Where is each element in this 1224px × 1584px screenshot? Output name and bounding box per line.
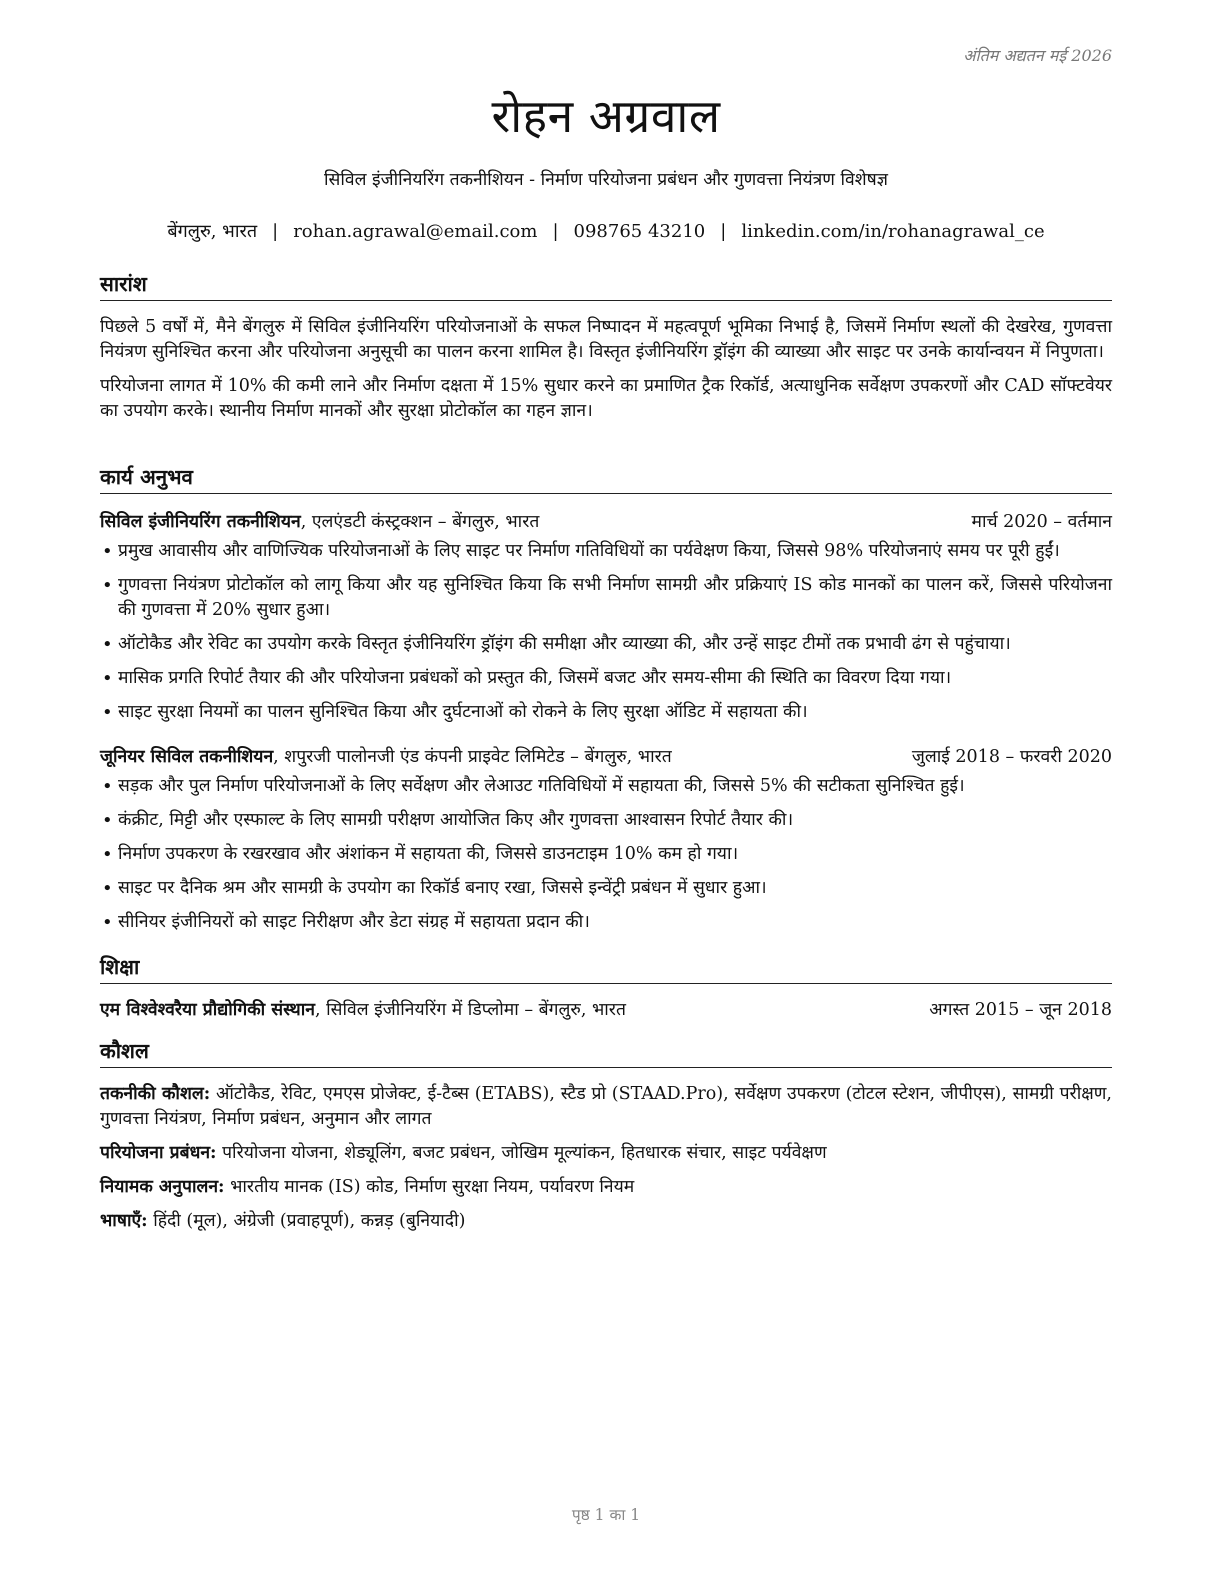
skill-label: परियोजना प्रबंधन: <box>100 1143 217 1163</box>
contact-separator: | <box>552 221 559 242</box>
resume-page <box>100 0 1112 1584</box>
job-role: सिविल इंजीनियरिंग तकनीशियन <box>100 512 301 532</box>
education-detail: , सिविल इंजीनियरिंग में डिप्लोमा – बेंगलुरु, भारत <box>314 1000 626 1020</box>
job-bullet: • सड़क और पुल निर्माण परियोजनाओं के लिए सर्वेक्षण और लेआउट गतिविधियों में सहायता की, जिससे 5% की सटीकता सुनिश्चित हुई। <box>100 774 1112 799</box>
contact-phone[interactable]: 098765 43210 <box>573 221 706 242</box>
job-bullets <box>100 774 1112 935</box>
contact-email[interactable]: rohan.agrawal@email.com <box>293 221 538 242</box>
job-bullet: • गुणवत्ता नियंत्रण प्रोटोकॉल को लागू किया और यह सुनिश्चित किया कि सभी निर्माण सामग्री और प्रक्रियाएं IS कोड मानकों का पालन करें, जिससे परियोजना की गुणवत्ता में 20% सुधार हुआ। <box>100 573 1112 623</box>
job-bullet: • साइट पर दैनिक श्रम और सामग्री के उपयोग का रिकॉर्ड बनाए रखा, जिससे इन्वेंट्री प्रबंधन में सुधार हुआ। <box>100 876 1112 901</box>
job-bullet: • साइट सुरक्षा नियमों का पालन सुनिश्चित किया और दुर्घटनाओं को रोकने के लिए सुरक्षा ऑडिट में सहायता की। <box>100 700 1112 725</box>
job-bullet: • निर्माण उपकरण के रखरखाव और अंशांकन में सहायता की, जिससे डाउनटाइम 10% कम हो गया। <box>100 842 1112 867</box>
education-title: शिक्षा <box>100 953 1112 984</box>
skill-label: भाषाएँ: <box>100 1211 148 1231</box>
education-dates: अगस्त 2015 – जून 2018 <box>929 1000 1112 1020</box>
contact-linkedin[interactable]: linkedin.com/in/rohanagrawal_ce <box>741 221 1045 242</box>
skill-line <box>100 1175 1112 1200</box>
skill-value: भारतीय मानक (IS) कोड, निर्माण सुरक्षा नियम, पर्यावरण नियम <box>224 1177 635 1197</box>
job-role: जूनियर सिविल तकनीशियन <box>100 747 274 767</box>
job-org: , शपुरजी पालोनजी एंड कंपनी प्राइवेट लिमिटेड – बेंगलुरु, भारत <box>273 747 672 767</box>
page-number: पृष्ठ 1 का 1 <box>571 1506 641 1524</box>
contact-separator: | <box>720 221 727 242</box>
summary-paragraph: परियोजना लागत में 10% की कमी लाने और निर्माण दक्षता में 15% सुधार करने का प्रमाणित ट्रैक रिकॉर्ड, अत्याधुनिक सर्वेक्षण उपकरणों और CAD सॉफ्टवेयर का उपयोग करके। स्थानीय निर्माण मानकों और सुरक्षा प्रोटोकॉल का गहन ज्ञान। <box>100 376 1112 421</box>
summary-title: सारांश <box>100 270 1112 301</box>
summary-paragraph: पिछले 5 वर्षों में, मैने बेंगलुरु में सिविल इंजीनियरिंग परियोजनाओं के सफल निष्पादन में महत्वपूर्ण भूमिका निभाई है, जिसमें निर्माण स्थलों की देखरेख, गुणवत्ता नियंत्रण सुनिश्चित करना और परियोजना अनुसूची का पालन करना शामिल है। विस्तृत इंजीनियरिंग ड्रॉइंग की व्याख्या और साइट पर उनके कार्यान्वयन में निपुणता। <box>100 317 1112 362</box>
skill-line <box>100 1209 1112 1234</box>
skill-value: परियोजना योजना, शेड्यूलिंग, बजट प्रबंधन, जोखिम मूल्यांकन, हितधारक संचार, साइट पर्यवेक्षण <box>216 1143 827 1163</box>
skill-line <box>100 1082 1112 1132</box>
education-entry <box>100 998 1112 1023</box>
contact-separator: | <box>272 221 279 242</box>
last-updated: अंतिम अद्यतन मई 2026 <box>963 46 1112 65</box>
education-section <box>100 953 1112 1023</box>
skill-line <box>100 1141 1112 1166</box>
skills-section <box>100 1037 1112 1234</box>
job-header <box>100 510 1112 535</box>
job-entry <box>100 510 1112 725</box>
skill-label: नियामक अनुपालन: <box>100 1177 225 1197</box>
education-institution: एम विश्वेश्वरैया प्रौद्योगिकी संस्थान <box>100 1000 315 1020</box>
experience-title: कार्य अनुभव <box>100 463 1112 494</box>
job-dates: जुलाई 2018 – फरवरी 2020 <box>911 747 1112 767</box>
skill-value: ऑटोकैड, रेविट, एमएस प्रोजेक्ट, ई-टैब्स (ETABS), स्टैड प्रो (STAAD.Pro), सर्वेक्षण उपकरण (टोटल स्टेशन, जीपीएस), सामग्री परीक्षण, गुणवत्ता नियंत्रण, निर्माण प्रबंधन, अनुमान और लागत <box>100 1084 1112 1129</box>
job-header <box>100 745 1112 770</box>
job-bullet: • सीनियर इंजीनियरों को साइट निरीक्षण और डेटा संग्रह में सहायता प्रदान की। <box>100 910 1112 935</box>
candidate-name: रोहन अग्रवाल <box>491 89 721 143</box>
summary-section <box>100 270 1112 424</box>
job-bullet: • कंक्रीट, मिट्टी और एस्फाल्ट के लिए सामग्री परीक्षण आयोजित किए और गुणवत्ता आश्वासन रिपोर्ट तैयार की। <box>100 808 1112 833</box>
job-entry <box>100 745 1112 935</box>
job-org: , एलएंडटी कंस्ट्रक्शन – बेंगलुरु, भारत <box>300 512 540 532</box>
headline: सिविल इंजीनियरिंग तकनीशियन - निर्माण परियोजना प्रबंधन और गुणवत्ता नियंत्रण विशेषज्ञ <box>323 170 889 190</box>
job-bullets <box>100 539 1112 725</box>
experience-section <box>100 463 1112 935</box>
contact-location: बेंगलुरु, भारत <box>167 221 258 242</box>
skills-title: कौशल <box>100 1037 1112 1068</box>
skill-label: तकनीकी कौशल: <box>100 1084 211 1104</box>
contact-line <box>100 219 1112 243</box>
job-bullet: • मासिक प्रगति रिपोर्ट तैयार की और परियोजना प्रबंधकों को प्रस्तुत की, जिसमें बजट और समय-सीमा की स्थिति का विवरण दिया गया। <box>100 666 1112 691</box>
skill-value: हिंदी (मूल), अंग्रेजी (प्रवाहपूर्ण), कन्नड़ (बुनियादी) <box>147 1211 466 1231</box>
job-bullet: • ऑटोकैड और रेविट का उपयोग करके विस्तृत इंजीनियरिंग ड्रॉइंग की समीक्षा और व्याख्या की, और उन्हें साइट टीमों तक प्रभावी ढंग से पहुंचाया। <box>100 632 1112 657</box>
job-dates: मार्च 2020 – वर्तमान <box>971 512 1112 532</box>
job-bullet: • प्रमुख आवासीय और वाणिज्यिक परियोजनाओं के लिए साइट पर निर्माण गतिविधियों का पर्यवेक्षण किया, जिससे 98% परियोजनाएं समय पर पूरी हुईं। <box>100 539 1112 564</box>
